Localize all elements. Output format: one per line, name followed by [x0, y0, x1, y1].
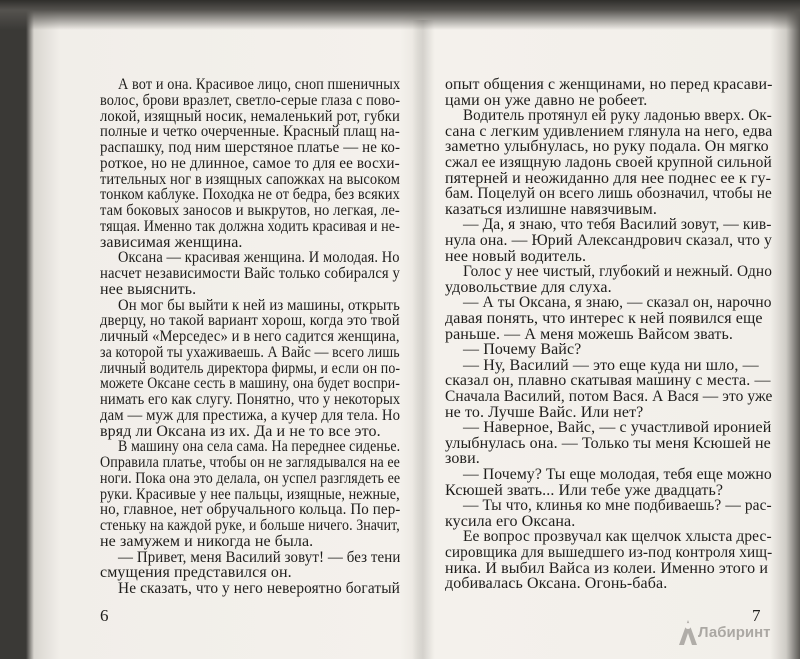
text-line: — Привет, меня Василий зовут! — без тени: [118, 548, 401, 566]
left-page-number: 6: [100, 606, 109, 625]
text-line: Оправила платье, чтобы он не заглядывался на ее: [100, 454, 400, 471]
text-line: зови.: [445, 450, 480, 468]
watermark-text: Лабиринт: [698, 624, 771, 641]
text-line: не то. Лучше Вайс. Или нет?: [445, 403, 644, 421]
text-line: можете Оксане сесть в машину, она будет воспри-: [100, 375, 400, 393]
text-line: — Почему? Ты еще молодая, тебя еще можно: [463, 466, 772, 483]
text-line: ноги. Пока она это делала, он успел разглядеть ее: [100, 469, 401, 487]
text-line: роткое, но не длинное, самое то для ее восхи-: [100, 154, 400, 172]
text-line: сана с легким удивлением глянула на него, едва: [445, 122, 773, 140]
text-line: Ксюшей звать... Или тебе уже двадцать?: [445, 481, 724, 499]
text-line: насчет независимости Вайс только собирался у: [100, 265, 400, 282]
text-line: — Да, я знаю, что тебя Василий зовут, — кив-: [463, 216, 772, 234]
text-line: руки. Красивые у нее пальцы, изящные, нежные,: [100, 485, 400, 503]
text-line: заметно улыбнулась, но руку подала. Он мягко: [445, 138, 769, 156]
text-line: не замужем и никогда не была.: [100, 532, 314, 550]
watermark: [676, 612, 800, 652]
text-line: тонком каблуке. Походка не от бедра, без всяких: [100, 186, 400, 204]
text-line: смущения представился он.: [100, 564, 292, 582]
text-line: нула она. — Юрий Александрович сказал, что у: [445, 232, 772, 249]
text-line: А вот и она. Красивое лицо, сноп пшеничных: [118, 76, 401, 93]
text-line: Сначала Василий, потом Вася. А Вася — это уже: [445, 388, 773, 405]
text-line: сказал он, плавно скатывая машину с места. —: [445, 372, 771, 390]
text-line: Ее вопрос прозвучал как щелчок хлыста дрес-: [463, 528, 772, 546]
text-line: Водитель протянул ей руку ладонью вверх. Ок-: [463, 107, 772, 125]
text-line: улыбнулась она. — Только ты меня Ксюшей не: [445, 434, 771, 452]
text-line: давая понять, что интерес к ней появился еще: [445, 310, 763, 327]
text-line: нее выяснить.: [100, 280, 197, 298]
text-line: опыт общения с женщинами, но перед красави-: [445, 76, 773, 93]
text-line: удовольствие для слуха.: [445, 278, 612, 296]
text-line: личный водитель директора фирмы, и если он по-: [100, 359, 401, 377]
text-line: цами он уже давно не робеет.: [445, 91, 648, 109]
text-line: раньше. — А меня можешь Вайсом звать.: [445, 325, 733, 343]
text-line: зависимая женщина.: [100, 233, 243, 251]
text-line: кусила его Оксана.: [445, 512, 576, 530]
text-line: бам. Поцелуй он всего лишь обозначил, чтобы не: [445, 185, 772, 203]
text-line: Оксана — красивая женщина. И молодая. Но: [118, 249, 400, 267]
text-line: личный «Мерседес» и в него садится женщина,: [100, 328, 400, 345]
text-line: сировщика для вышедшего из-под контроля хищ-: [445, 544, 773, 561]
text-line: полные и четко очерченные. Красный плащ на-: [100, 123, 400, 141]
text-line: распашку, под ним шерстяное платье — не ко-: [100, 139, 401, 156]
text-line: ника. И выбил Вайса из колеи. Именно этого и: [445, 559, 769, 577]
text-line: нее новый водитель.: [445, 247, 587, 265]
text-line: волос, брови вразлет, светло-серые глаза с пово-: [100, 91, 401, 109]
text-line: стеньку на каждой руке, и больше ничего. Значит,: [100, 517, 400, 534]
text-line: тящая. Именно так должна ходить красивая и не-: [100, 217, 400, 235]
text-line: локой, изящный носик, немаленький рот, губки: [100, 107, 400, 125]
text-line: Голос у нее чистый, глубокий и нежный. Одно: [463, 263, 772, 281]
right-page-number: 7: [752, 606, 761, 625]
text-line: В машину она села сама. На переднее сиденье.: [118, 438, 401, 456]
right-page: [420, 0, 800, 659]
text-line: — Ну, Василий — это еще куда ни шло, —: [463, 356, 759, 374]
text-line: казаться излишне навязчивым.: [445, 200, 658, 218]
text-line: вряд ли Оксана из их. Да и не то все это.: [100, 422, 381, 440]
text-line: нимать его как слугу. Понятно, что у некоторых: [100, 391, 401, 408]
text-line: за которой ты ухаживаешь. А Вайс — всего лишь: [100, 343, 400, 361]
text-line: но, главное, нет обручального кольца. По пер-: [100, 501, 401, 519]
text-line: — А ты Оксана, я знаю, — сказал он, нарочно: [463, 294, 772, 312]
text-line: добивалась Оксана. Огонь-баба.: [445, 575, 668, 593]
text-line: — Почему Вайс?: [463, 341, 582, 359]
text-line: дверцу, но такой вариант хорош, когда это твой: [100, 312, 400, 330]
text-line: там боковых заносов и выкрутов, но легкая, ле-: [100, 202, 400, 219]
text-line: — Наверное, Вайс, — с участливой иронией: [463, 419, 772, 437]
text-line: — Ты что, клинья ко мне подбиваешь? — рас-: [463, 497, 772, 515]
text-line: Он мог бы выйти к ней из машины, открыть: [118, 296, 400, 314]
text-line: Не сказать, что у него невероятно богатый: [118, 580, 400, 597]
text-line: сжал ее изящную ладонь своей крупной сильной: [445, 154, 772, 171]
text-line: дам — муж для престижа, а кучер для тела. Но: [100, 406, 401, 424]
labyrinth-logo-icon: [676, 618, 700, 648]
text-line: тительных ног в изящных сапожках на высоком: [100, 170, 400, 188]
text-line: пятерней и неожиданно для нее поднес ее к гу-: [445, 169, 772, 187]
